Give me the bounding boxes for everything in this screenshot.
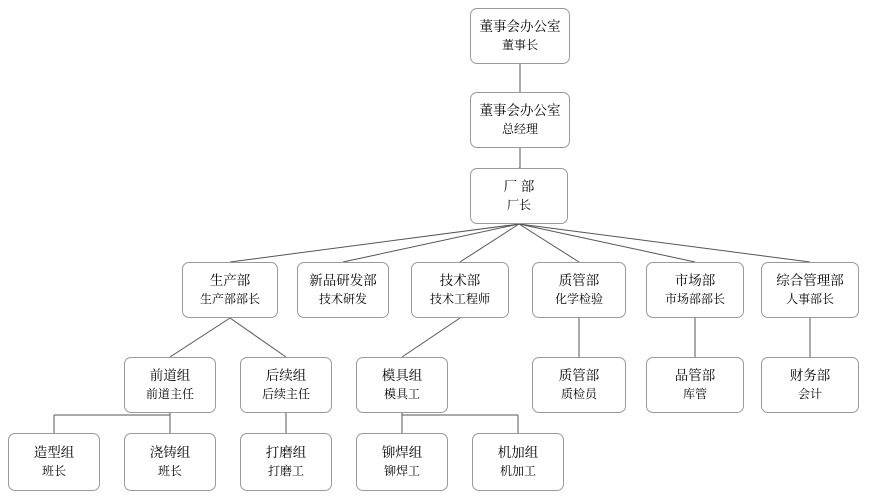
org-node-subtitle: 市场部部长 [664, 292, 725, 307]
org-node-subtitle: 会计 [797, 387, 822, 402]
org-node-subtitle: 质检员 [560, 387, 597, 402]
org-node-title: 综合管理部 [776, 272, 844, 288]
org-node-title: 生产部 [209, 272, 251, 288]
org-node-title: 品管部 [674, 367, 716, 383]
org-node-subtitle: 前道主任 [145, 387, 194, 402]
org-node-subtitle: 总经理 [501, 122, 538, 137]
org-node-title: 市场部 [674, 272, 716, 288]
org-node-subtitle: 人事部长 [785, 292, 834, 307]
org-node-title: 董事会办公室 [479, 102, 561, 118]
org-node-title: 后续组 [265, 367, 307, 383]
org-node-n11[interactable] [356, 357, 448, 413]
org-node-title: 董事会办公室 [479, 18, 561, 34]
org-node-title: 质管部 [558, 367, 600, 383]
org-node-n1[interactable] [470, 92, 570, 148]
org-node-n16[interactable] [124, 433, 216, 491]
org-node-n12[interactable] [532, 357, 626, 413]
org-node-title: 浇铸组 [149, 444, 191, 460]
org-node-n0[interactable] [470, 8, 570, 64]
org-node-n4[interactable] [297, 262, 389, 318]
org-node-title: 技术部 [439, 272, 481, 288]
org-node-title: 造型组 [33, 444, 75, 460]
org-node-n15[interactable] [8, 433, 100, 491]
org-node-n13[interactable] [646, 357, 744, 413]
org-node-subtitle: 技术工程师 [429, 292, 490, 307]
org-node-title: 新品研发部 [309, 272, 377, 288]
org-node-n7[interactable] [646, 262, 744, 318]
org-node-subtitle: 董事长 [501, 38, 538, 53]
org-node-subtitle: 后续主任 [261, 387, 310, 402]
org-node-subtitle: 技术研发 [318, 292, 367, 307]
org-node-subtitle: 机加工 [499, 464, 536, 479]
org-node-title: 质管部 [558, 272, 600, 288]
org-node-n19[interactable] [472, 433, 564, 491]
org-node-title: 厂 部 [503, 178, 535, 194]
org-node-n3[interactable] [182, 262, 278, 318]
org-node-subtitle: 生产部部长 [199, 292, 260, 307]
org-node-title: 铆焊组 [381, 444, 423, 460]
org-node-subtitle: 铆焊工 [383, 464, 420, 479]
org-node-n18[interactable] [356, 433, 448, 491]
org-node-subtitle: 厂长 [506, 198, 531, 213]
org-node-title: 打磨组 [265, 444, 307, 460]
org-node-n2[interactable] [470, 168, 568, 224]
org-node-n5[interactable] [411, 262, 509, 318]
org-node-subtitle: 班长 [157, 464, 182, 479]
org-node-n10[interactable] [240, 357, 332, 413]
org-node-n17[interactable] [240, 433, 332, 491]
org-node-n6[interactable] [532, 262, 626, 318]
org-node-n14[interactable] [761, 357, 859, 413]
org-node-title: 机加组 [497, 444, 539, 460]
org-node-n8[interactable] [761, 262, 859, 318]
org-node-subtitle: 打磨工 [267, 464, 304, 479]
org-node-title: 模具组 [381, 367, 423, 383]
org-node-n9[interactable] [124, 357, 216, 413]
org-node-title: 前道组 [149, 367, 191, 383]
org-node-subtitle: 库管 [682, 387, 707, 402]
org-node-subtitle: 模具工 [383, 387, 420, 402]
org-node-subtitle: 化学检验 [554, 292, 603, 307]
org-node-title: 财务部 [789, 367, 831, 383]
org-node-subtitle: 班长 [41, 464, 66, 479]
